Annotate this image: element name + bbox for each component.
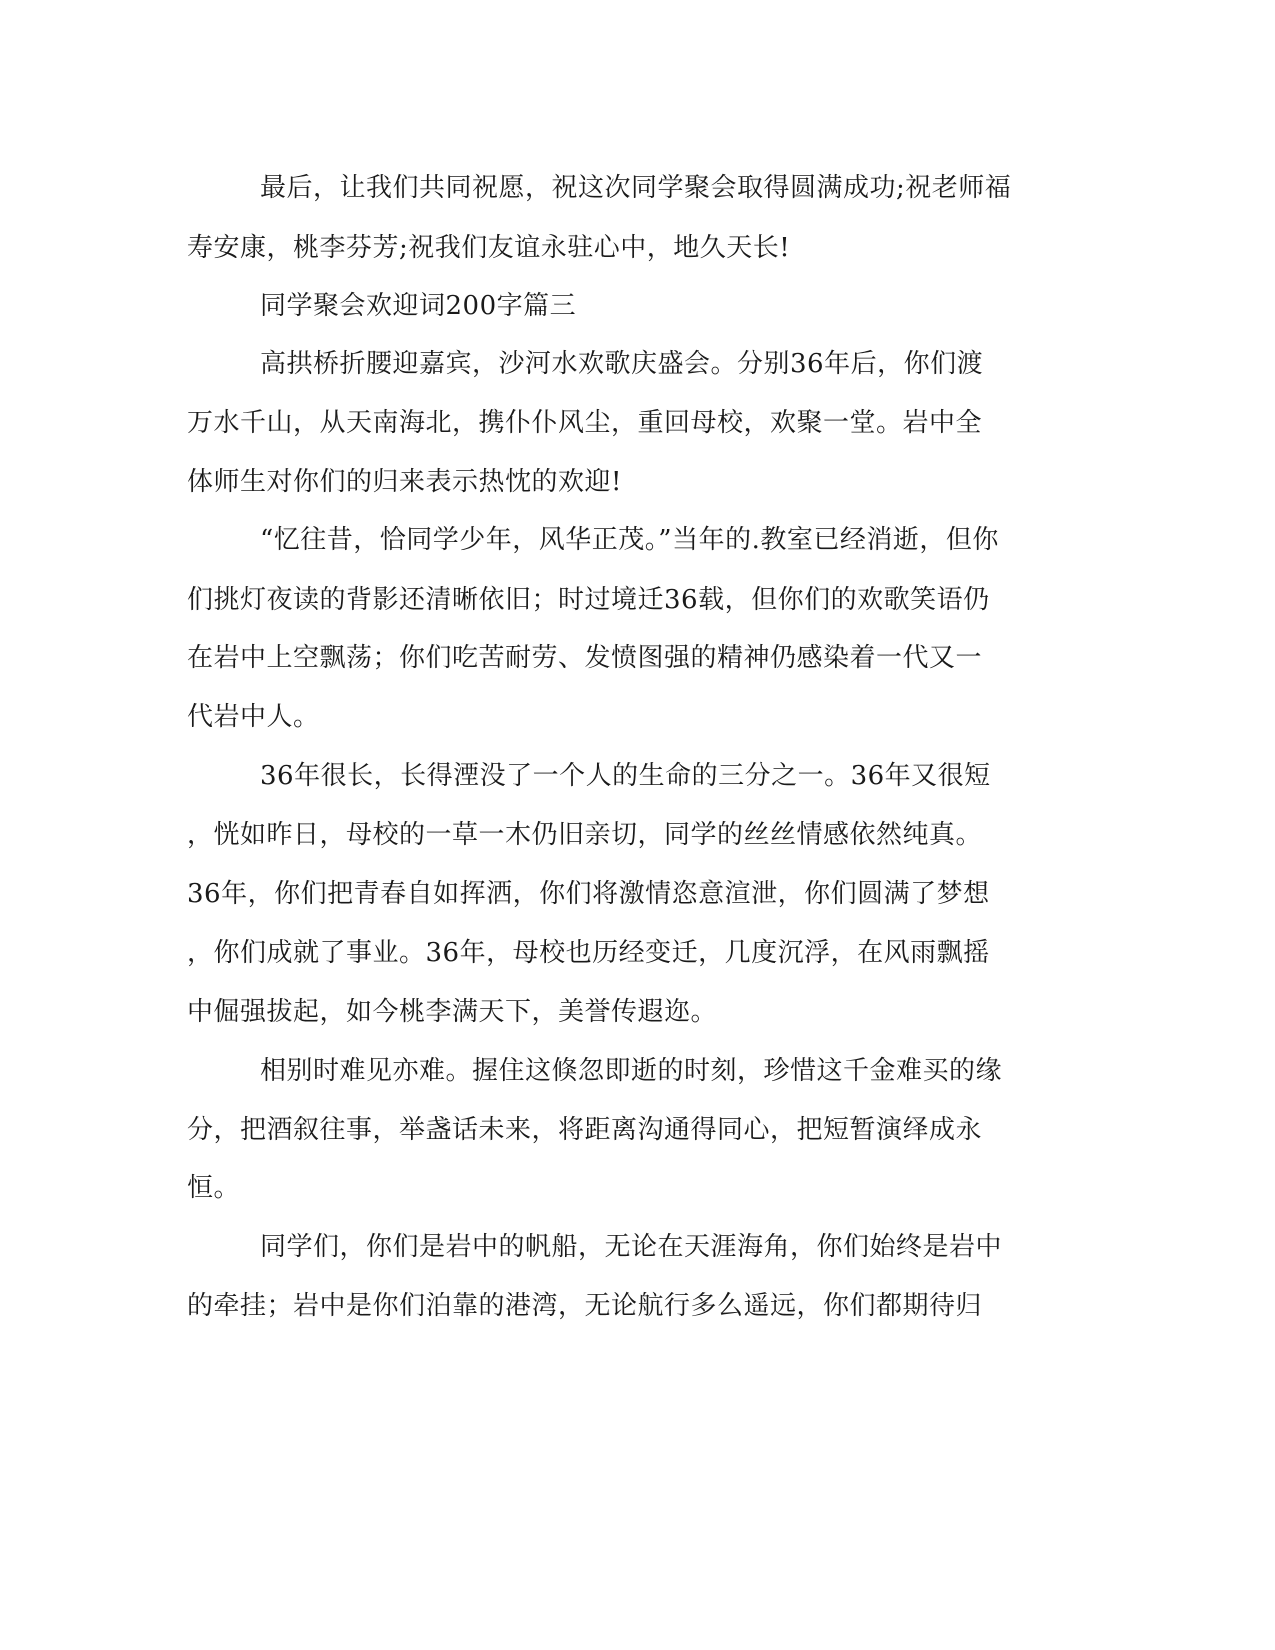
text-line: 相别时难见亦难。握住这倏忽即逝的时刻，珍惜这千金难买的缘 (260, 1056, 1003, 1086)
text-line: 万水千山，从天南海北，携仆仆风尘，重回母校，欢聚一堂。岩中全 (187, 408, 983, 438)
text-line: 代岩中人。 (187, 702, 320, 732)
text-line: 分，把酒叙往事，举盏话未来，将距离沟通得同心，把短暂演绎成永 (187, 1115, 983, 1145)
text-line: 体师生对你们的归来表示热忱的欢迎! (187, 467, 622, 497)
text-line: 们挑灯夜读的背影还清晰依旧；时过境迁36载，但你们的欢歌笑语仍 (187, 585, 990, 615)
text-line: 36年，你们把青春自如挥洒，你们将激情恣意渲泄，你们圆满了梦想 (187, 879, 990, 909)
text-line: ，你们成就了事业。36年，母校也历经变迁，几度沉浮，在风雨飘摇 (187, 938, 990, 968)
text-line: 的牵挂；岩中是你们泊靠的港湾，无论航行多么遥远，你们都期待归 (187, 1291, 983, 1321)
section-heading: 同学聚会欢迎词200字篇三 (260, 291, 577, 321)
text-line: 寿安康，桃李芬芳;祝我们友谊永驻心中，地久天长! (187, 233, 791, 263)
text-line: 恒。 (187, 1173, 241, 1203)
text-line: 最后，让我们共同祝愿，祝这次同学聚会取得圆满成功;祝老师福 (260, 173, 1012, 203)
text-line: 高拱桥折腰迎嘉宾，沙河水欢歌庆盛会。分别36年后，你们渡 (260, 349, 984, 379)
text-line: 在岩中上空飘荡；你们吃苦耐劳、发愤图强的精神仍感染着一代又一 (187, 643, 983, 673)
text-line: ，恍如昨日，母校的一草一木仍旧亲切，同学的丝丝情感依然纯真。 (187, 820, 983, 850)
text-line: 同学们，你们是岩中的帆船，无论在天涯海角，你们始终是岩中 (260, 1232, 1003, 1262)
text-line: 中倔强拔起，如今桃李满天下，美誉传遐迩。 (187, 997, 718, 1027)
text-line: 36年很长，长得湮没了一个人的生命的三分之一。36年又很短 (260, 761, 991, 791)
text-line: “忆往昔，恰同学少年，风华正茂。”当年的.教室已经消逝，但你 (260, 525, 999, 555)
